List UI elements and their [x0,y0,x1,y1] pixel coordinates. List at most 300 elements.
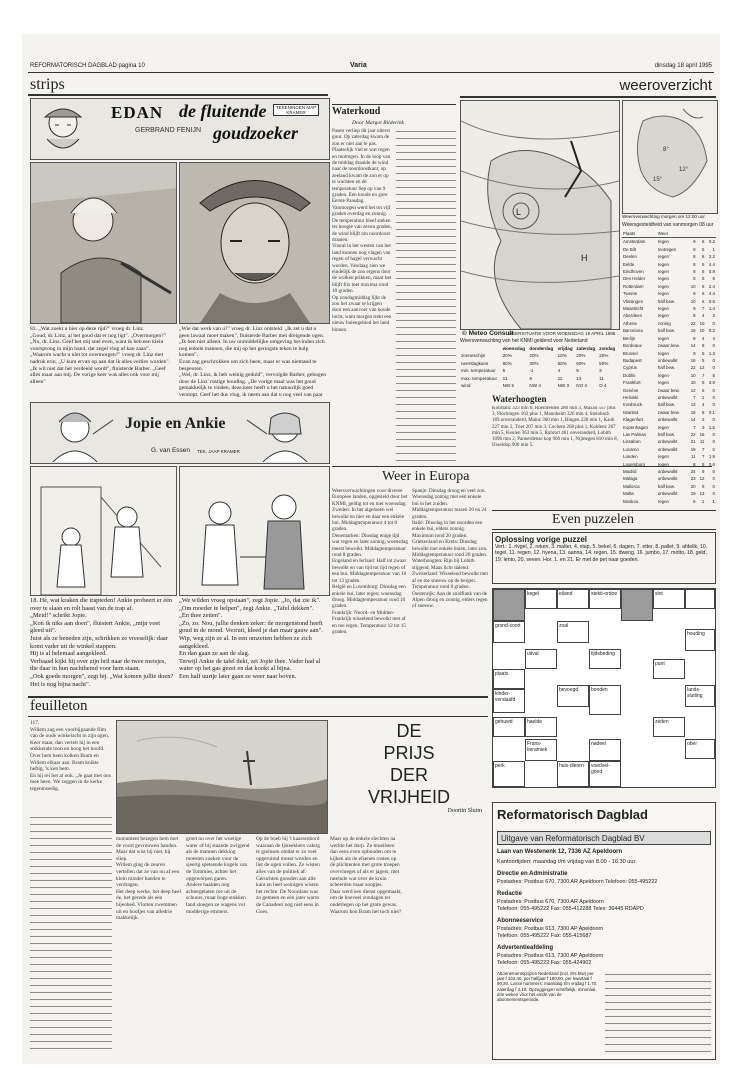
city-name: Locarno [623,446,639,452]
puzzel-solution-title: Oplossing vorige puzzel [495,535,588,544]
city-value: 0 [712,439,715,445]
city-value: 22 [690,320,696,326]
waterkoud-text-col-1: Pasen verliep dit jaar uiterst guur. Op zaterdag kwam de zon er niet aan te pas. Plaatselijk viel er wat regen en motregen. In de loop van de middag draaide de wind naar de noordoostkant, op zeeland kwam de zon er op te wachten en de temperatuur liep op van 9 graden. Een koude en gure Eerste Paasdag. Vanmorgen werd het tot vijf graden overdag en zonnig. De temperatuur bleef steken ter hoogte van zeven graden, de wind blijft om noordoost draaien. Vooral in het westen van het land kunnen nog vlagen van regen of hagel verwacht worden. Vandaag zien we eindelijk de zon ergens door de wolken prikken, maar het blijft fris met maxima rond 10 graden. Op zondagmiddag lijkt de zon het zwaar te krijgen door een aanvoer van koude lucht, want morgen trekt een nieuw buiengebied het land binnen. [332,128,392,333]
city-weather: onbewolkt [657,394,678,400]
city-value: 0.8 [708,269,715,275]
weather-map-credit: © Meteo Consult [462,330,514,337]
city-weather: regen [657,291,669,297]
city-value: 4.4 [708,291,715,297]
forecast-cell: NW 5 [502,383,515,389]
city-weather: regen [657,380,669,386]
rd-fine-print-filler [605,971,711,1055]
city-col-head [705,230,716,238]
city-row [622,261,716,268]
rd-hours: Kantoortijden: maandag t/m vrijdag van 8.00 - 16.30 uur. [497,859,637,865]
city-value: 0 [712,446,715,452]
strips-section-bar [28,78,328,96]
rd-directie-text: Postadres: Postbus 670, 7300 AR Apeldoorn Telefoon: 055-495222 [497,879,658,885]
city-value: 22 [690,365,696,371]
rd-abonnee-phone: Telefoon: 055-495222 Fax: 055-415687 [497,933,592,939]
city-value: 6 [702,239,705,245]
edan-panel-2-drawing [180,163,329,323]
city-value: 4 [702,402,705,408]
city-row [622,475,716,482]
city-name: Moskou [623,498,639,504]
city-value: 7 [693,424,696,430]
city-value: 7 [702,306,705,312]
city-row [622,409,716,416]
rd-advertentie-address: Postadres: Postbus 613, 7300 AP Apeldoorn [497,953,604,959]
forecast-day: woensdag [502,346,526,351]
header-paper-page: REFORMATORISCH DAGBLAD pagina 10 [30,63,145,69]
city-weather: zwaar bew. [657,387,680,393]
rd-redactie-title: Redactie [497,891,523,897]
city-row [622,312,716,319]
weer-europa-col-1: Weersverwachtingen voor diverse Europese landen, opgesteld door het KNMI, geldig tot en met woensdag. Zweden: In het algemeen wel bewolkt en hier en daar een enkele bui. Middagtemperatuur 4 tot 8 graden. Denemarken: Dinsdag enige tijd wat regen en later zonnig; woensdag meest bewolkt. Middagtemperatuur rond 8 graden. Engeland en Ierland: Half tot zwaar bewolkt en van tijd tot tijd regen of een bui. Middagtemperatuur van 10 tot 13 graden. België en Luxemburg: Dinsdag een enkele bui, later regen; woensdag droog. Middagtemperatuur rond 10 graden. Frankrijk: Noord- en Midden-Frankrijk wisselend bewolkt met af en toe regen. Temperatuur 12 tot 15 graden. [332,488,408,635]
city-weather: zonnig [657,320,671,326]
city-name: Berlijn [623,335,636,341]
city-value: 1.3 [708,350,715,356]
city-name: Budapest [623,357,642,363]
forecast-cell: 5 [576,368,579,374]
city-value: 12 [699,476,705,482]
city-value: 0 [712,483,715,489]
city-value: 0 [712,491,715,497]
city-value: 5 [702,261,705,267]
city-value: 12 [699,365,705,371]
edan-illustrator: TEKENINGEN MAP KRAMER [273,104,319,116]
forecast-cell: NW 4 [529,383,541,389]
crossword-clue: nadeel [589,739,621,761]
city-name: Twente [623,291,638,297]
city-row [622,505,716,506]
header-section: Varia [350,62,367,69]
city-value: 24 [690,469,696,474]
crossword-cell [685,589,715,609]
city-value: 14 [690,417,696,423]
feuilleton-column-3: groet nu over het woelige water of bij staande zwijgend als de mannen dekking moesten zoeken voor de sjeerig spetsende kogels van de Tommies, achter het opgeworpen garen. Andere haalden nog achtergelaten roe uit de schuurs, maar boge stukken land sloegen ze wagens vol modderige emmers. [186,836,250,915]
crossword-clue: zeden [653,717,685,737]
city-value: 8 [693,335,696,341]
jopie-caption-right: „We wilden vroeg opstaan", zegt Jopie. „Jo, dat zie ik". „Om moeder te helpen", zegt Ankie. „Tafel dekken". „En thee zetten". „Zo, zo. Nou, jullie denken zeker: de morgenstond heeft goud in de mond. Vooruit, kleed je dan maar gauw aan". Wip, weg zijn ze al. In een omzetten hebben ze zich aangekleed. En dan gaan ze aan de slag. Terwijl Ankie de tafel dekt, zet Jopie thee. Vader had al water op het gas gezet en dat kookt al bijna. Een half uurtje later gaan ze weer naar boven. [179,597,323,680]
city-weather: onbewolkt [657,439,678,445]
edan-title-panel [30,98,330,160]
feuilleton-title-de: DE [396,721,422,741]
city-name: Frankfurt [623,380,641,386]
feuilleton-column-4: Op de boeb hij 't kaarsenbord waaraan de Ijsteekbers vaktig te greinsen omdat er zo veel opgeruimd moest worden en liet de ogen vullen. Ze wisten alles van de politiek af. Geruchten gonsden aan alle kant en heel weinigen wisten het rechte. De Noordans was zo gemeen en een jater warm de Canadeez nog niet eens in Goes. [256,836,320,915]
city-value: 11 [691,454,696,460]
crossword-clue: zoal [557,621,589,643]
forecast-cell: -1 [529,368,534,374]
city-value: 0.1 [708,409,715,415]
city-weather: regen [657,454,669,460]
city-row [622,320,716,327]
city-value: 0 [712,431,715,437]
forecast-day: zondag [599,346,616,351]
city-value: 9 [693,239,696,245]
city-value: 8 [693,461,696,467]
city-value: 9 [693,291,696,297]
city-value: 9 [693,246,696,252]
crossword-cell [621,589,653,621]
city-value: 5 [702,461,705,467]
city-weather [657,505,688,506]
city-value: 5 [702,291,705,297]
feuilleton-column-1-text-filler [30,814,112,1050]
city-value: 19 [690,491,696,497]
city-weather: regen [657,261,669,267]
city-value: 20 [690,483,696,489]
edan-caption-right: „Wie dat werk van u?" vroeg dr. Linz ontsteld. „Ik zet u dat u geen lawaai moet maken", fluisterde Barber met dreigende ogen. „Ik ben niet alleen. In uw onmiddellijke omgeving bevinden zich nog enkele mannen, die mij op het geringste teken te hulp komen". Evan zag geschrokken om zich heen, maar er was niemand te bespeuren. „Wel, dr. Linz, ik heb weinig geduld", vervolgde Barber, gebogen door de Linz' rustige houding. „De vorige maal was het goud gemakkelijk te vinden, deze keer heeft u het natuurlijk goed verstopt. Geef het dus vlug, ik neem aan dat u nog veel van paar [179,326,327,398]
city-weather: zwaar bew. [657,343,680,349]
city-value: 2.4 [708,283,715,289]
city-row [622,453,716,460]
city-value: 0 [712,476,715,482]
header-date: dinsdag 18 april 1995 [654,63,712,69]
city-table [622,230,716,506]
jopie-title: Jopie en Ankie [125,415,226,432]
jopie-caption-left: 18. Hè, wat kraken die trapteden! Ankie probeert er één over te slaan en rolt haast van de trap af. „Meid!" schrikt Jopie. „Kon ik niks aan doen", fluistert Ankie, „mijn voet gleed uit". Juist als ze beneden zijn, schrikken ze vreeselijk: daar komt vader uit de winkel stappen. Hij is al helemaal aangekleed. Verbaasd kijkt hij over zijn bril naar de twee meisjes, die daar in hun nachthemd voor hem staan. „Ook goede morgen", zegt hij. „Wat komen jullie doen? Het is nog bijna nacht". [30,597,174,688]
crossword-clue: bonden [589,685,621,715]
city-value: 7 [702,454,705,460]
city-value: 5 [702,246,705,252]
forecast-cell: 13 [576,375,582,381]
city-weather: onbewolkt [657,469,678,474]
city-name: Eindhoven [623,269,644,275]
city-name: Amsterdam [623,239,646,245]
city-col-head: Plaats [623,231,636,236]
svg-text:12°: 12° [679,167,689,173]
city-value: 5 [702,350,705,356]
city-value: 0.2 [708,328,715,334]
city-weather: regen [657,313,669,319]
city-name: Helsinki [623,394,639,400]
city-value: 0 [712,387,715,393]
city-value: 0 [712,320,715,326]
svg-text:8°: 8° [663,147,669,153]
city-name: Malta [623,491,634,497]
city-value: 16 [690,357,696,363]
waterkoud-rule [332,94,456,105]
jopie-panel-1-drawing [31,467,176,595]
forecast-day: donderdag [529,346,554,351]
waterkoud-text-col-2 [396,128,456,462]
city-value: 5 [702,357,705,363]
city-value: 0 [712,417,715,423]
city-value: 1 [702,498,705,504]
rd-advertentie-phone: Telefoon: 055-495222 Fax: 055-424902 [497,960,592,966]
city-name: Eelde [623,261,635,267]
city-value: 10 [690,283,696,289]
weeroverzicht-bar [460,78,716,98]
city-row [622,305,716,312]
city-row [622,246,716,253]
crossword-clue: voedsel-goed [589,761,621,787]
jopie-panel-2-drawing [180,467,329,595]
city-value: 8 [693,261,696,267]
city-row [622,268,716,275]
city-value: 2.2 [708,254,715,260]
city-value: 5 [712,372,715,378]
city-row [622,275,716,282]
city-name: Kopenhagen [623,424,648,430]
city-row [622,364,716,371]
city-weather: half bew. [657,365,676,371]
rd-abonnee-title: Abonneeservice [497,918,544,924]
city-value: 5 [702,387,705,393]
city-value: 7 [702,446,705,452]
edan-author: GERBRAND FENIJN [135,127,202,134]
city-name: Maastricht [623,306,644,312]
city-value: 7 [702,372,705,378]
newspaper-page [22,34,720,1064]
feuilleton-column-1: 117. Willem zag een voorbijgaande film van de oude winkelacht in zijn ogen. Keer maar, dan vertelt hij in een snikkende toon en hoog het hoofd. Over hem heen kolken Bram en Willem elkaar aan. Bram knikte heftig, 'k ken hem. En hij rei het al ook. „Je gaat met ons mee heen. We zeggen in de kerke tegenmoedig. [30,720,111,792]
prospector-illustration [33,101,103,159]
city-row [622,342,716,349]
city-value: 0.2 [708,239,715,245]
crossword-clue: houding [685,629,715,651]
crossword-clue: tijdsbeding [589,649,621,669]
feuilleton-title-der: DER [389,765,428,785]
city-row [622,446,716,453]
forecast-cell: 30% [529,360,539,366]
city-col-head [688,230,697,238]
feuilleton-photo [116,720,328,834]
knmi-forecast-title: Weersverwachting van het KNMI geldend voor Nederland [460,338,588,344]
city-weather: half bew. [657,298,676,304]
city-value: 0 [712,469,715,474]
edan-panel-1 [30,162,177,324]
city-table-title: Weersgesteldheid van vanmorgen 08 uur [622,222,714,228]
city-row [622,327,716,334]
weeroverzicht-heading: weeroverzicht [619,77,712,94]
city-row [622,401,716,408]
jopie-illustrator: TEK. JAAP KRAMER [197,449,240,454]
forecast-row-label: neerslagkans [461,360,489,366]
forecast-cell: NW 3 [557,383,570,389]
crossword-clue: huis-dieren [557,761,589,787]
city-row [622,357,716,364]
city-value: 13 [699,491,705,497]
city-row [622,394,716,401]
rd-fine-print: Abonnementsprijzen Nederland (incl. 6% btw) per jaar f 342,40, per halfjaar f 180,00, per kwartaal f 90,20. Losse nummers: maandag t/m vrijdag f 1,70, zaterdag f 2,10. Opzeggingen schriftelijk, minimaal drie weken voor het einde van de abonnementsperiode. [497,971,598,1003]
waterkoud-title: Waterkoud [332,106,381,117]
rd-redactie-address: Postadres: Postbus 670, 7300 AR Apeldoorn [497,899,604,905]
edan-title-goudzoeker: goudzoeker [213,123,298,143]
city-value: 0 [712,402,715,408]
city-row [622,335,716,342]
weather-map-drawing [461,101,619,329]
crossword-clue: kinder-verslaafd [493,689,525,713]
city-name: Londen [623,454,638,460]
city-value: 6 [693,498,696,504]
city-weather: motregen [657,246,677,252]
feuilleton-title-prijs: PRIJS [383,743,435,763]
city-name: Athene [623,320,637,326]
crossword-clue: punt [653,659,685,679]
small-europe-map-drawing [623,101,717,213]
city-name: Barcelona [623,328,643,334]
city-name: Bordeaux [623,343,642,349]
forecast-cell: 20% [599,353,609,359]
city-value: 1.5 [708,424,715,430]
city-row [622,298,716,305]
city-col-head [697,230,706,238]
crossword-clue: Frans-keramiek [525,739,557,761]
city-value [697,505,706,506]
knmi-forecast-table [460,345,618,389]
feuilleton-section-bar [28,696,488,717]
city-row [622,468,716,475]
city-weather: zwaar bew. [657,409,680,415]
city-name: Mallorca [623,483,640,489]
header-rule [28,72,714,73]
forecast-row-label: min. temperatuur [461,368,496,374]
feuilleton-column-2: monument bezegen hem met de voort gevrouwen handen. Maar dat wist hij niet, hij sliep. Willem ging de zeuren vertellen dat ze van nu af een klein minder handen te verdragen. Het deep werke, het deep heel de, het gerede als een bijeohed. Vlotten zwemmen uit en hoofjes van alledrie makkelijk. [116,836,181,922]
puzzel-solution-text: Vert.: 1. rivgel, 2. reken, 3. malter, 4. stap, 5. bekel, 6. dagen, 7. etter, 8. pallet, 9. afdelik, 10. tegel, 11. regen, 12. hyena, 13. aanna, 14. regen, 15. dweng, 16. jumbo, 17. motto, 18. geld, 19. lento, 20. seven. Hor. 1. en 21. Er met de pet naar goeden. [495,544,708,563]
city-weather: regen [657,269,669,275]
forecast-cell: 11 [557,375,563,381]
jopie-title-panel [30,402,330,464]
city-value: 14 [690,343,696,349]
city-name: Aberdeen [623,313,643,319]
city-value: 10 [690,372,696,378]
city-value: 22 [690,431,696,437]
city-name: Vlissingen [623,298,644,304]
city-row [622,238,716,246]
city-row [622,461,716,468]
city-row [622,350,716,357]
city-name: Cyprus [623,365,637,371]
city-name: Brussel [623,350,638,356]
city-weather: half bew. [657,402,676,408]
city-value: 6 [702,298,705,304]
crossword-clue: eiland [557,589,589,609]
knmi-forecast [460,338,618,390]
city-value: 19 [690,446,696,452]
city-name: Luxemburg [623,461,645,467]
edan-title-edan: EDAN [111,103,164,122]
city-row [622,290,716,297]
feuilleton-heading: feuilleton [30,698,88,714]
forecast-cell: NO 4 [576,383,587,389]
city-weather: regen [657,350,669,356]
svg-text:H: H [581,253,588,263]
jopie-girl-illustration-right [245,404,325,462]
city-row [622,253,716,260]
city-row [622,438,716,445]
forecast-day: zaterdag [576,346,596,351]
strips-heading: strips [30,76,65,93]
city-name: Innsbruck [623,402,643,408]
city-row [622,372,716,379]
city-value: 0.5 [708,298,715,304]
city-weather: onbewolkt [657,491,678,497]
city-value: 10 [690,380,696,386]
city-value: 9 [702,469,705,474]
city-value [705,505,716,506]
city-value: 9 [693,306,696,312]
city-value: 13 [690,402,696,408]
puzzel-solution-box [492,532,716,584]
jopie-panel-2 [179,466,330,596]
city-value: 9 [693,269,696,275]
city-name: Lissabon [623,439,641,445]
city-weather: regen [657,254,669,260]
city-value: 1.4 [708,306,715,312]
city-value: 5 [702,276,705,282]
puzzel-heading: Even puzzelen [552,512,635,527]
forecast-cell: O 4 [599,383,607,389]
forecast-day: vrijdag [557,346,573,351]
forecast-cell: 60% [576,360,586,366]
city-name: Klagenfurt [623,417,644,423]
city-row [622,498,716,505]
city-value: 3 [712,313,715,319]
city-value [688,505,697,506]
city-value: 0 [712,394,715,400]
crossword-clue: haelde [525,717,557,737]
city-value: 1 [702,394,705,400]
edan-panel-2 [179,162,330,324]
city-value: 4 [702,335,705,341]
rd-address: Laan van Westenenk 12, 7336 AZ Apeldoorn [497,849,623,855]
city-value: 21 [690,439,696,445]
city-row [622,387,716,394]
jopie-author: G. van Essen [151,447,191,454]
rd-publisher: Uitgave van Reformatorisch Dagblad BV [497,831,711,845]
city-weather: regen [657,461,669,467]
city-row [622,431,716,438]
city-value: 4 [702,313,705,319]
city-value: 2 [702,417,705,423]
city-row [622,483,716,490]
city-value: 8 [693,313,696,319]
city-name: Deelen [623,254,637,260]
forecast-cell: 60% [502,360,512,366]
edan-title-fluitende: de fluitende [179,101,267,121]
city-row [622,490,716,497]
city-value: 11 [699,439,705,445]
weer-europa-title: Weer in Europa [382,469,470,484]
city-value: 23 [690,476,696,482]
city-value: 10 [690,298,696,304]
forecast-cell: 4 [557,368,561,374]
feuilleton-column-5: Maar op de enkele slechten na werkte het dorp. Ze moeilsten dan eens even opbouden om te kijken als de efsenen rosten op de plichtenlen met grote troepen overvloeget of als er jagers, met ratelnde wat over de kruin scheerden maar zoopjes. Daar werd een dienst opgemaakt, om de hoeveel zondagen ter onderlegen op het grote gewas. Waarom kon Bram het toch niet? [330,836,402,915]
city-weather: regen [657,306,669,312]
city-weather: regen [657,239,669,245]
city-value: 0.6 [708,461,715,467]
city-name: Dublin [623,372,636,378]
city-col-head: Weer [657,231,669,236]
city-value: 8 [693,276,696,282]
city-weather: regen [657,424,669,430]
city-weather: half bew. [657,431,676,437]
city-name: Genève [623,387,639,393]
forecast-cell: 60% [557,360,567,366]
edan-panel-1-drawing [31,163,176,323]
crossword-clue: kegel [525,589,557,609]
feuilleton-title-vrijheid: VRIJHEID [367,787,450,807]
city-weather: regen [657,276,669,282]
forecast-cell: 9 [529,375,532,381]
city-weather: onbewolkt [657,446,678,452]
city-value: 6 [712,276,715,282]
city-row [622,424,716,431]
weather-map-caption: WEERSITUATIE VOOR WOENSDAG 19 APRIL 1995 [508,331,616,336]
city-value: 9 [693,350,696,356]
city-row [622,416,716,423]
